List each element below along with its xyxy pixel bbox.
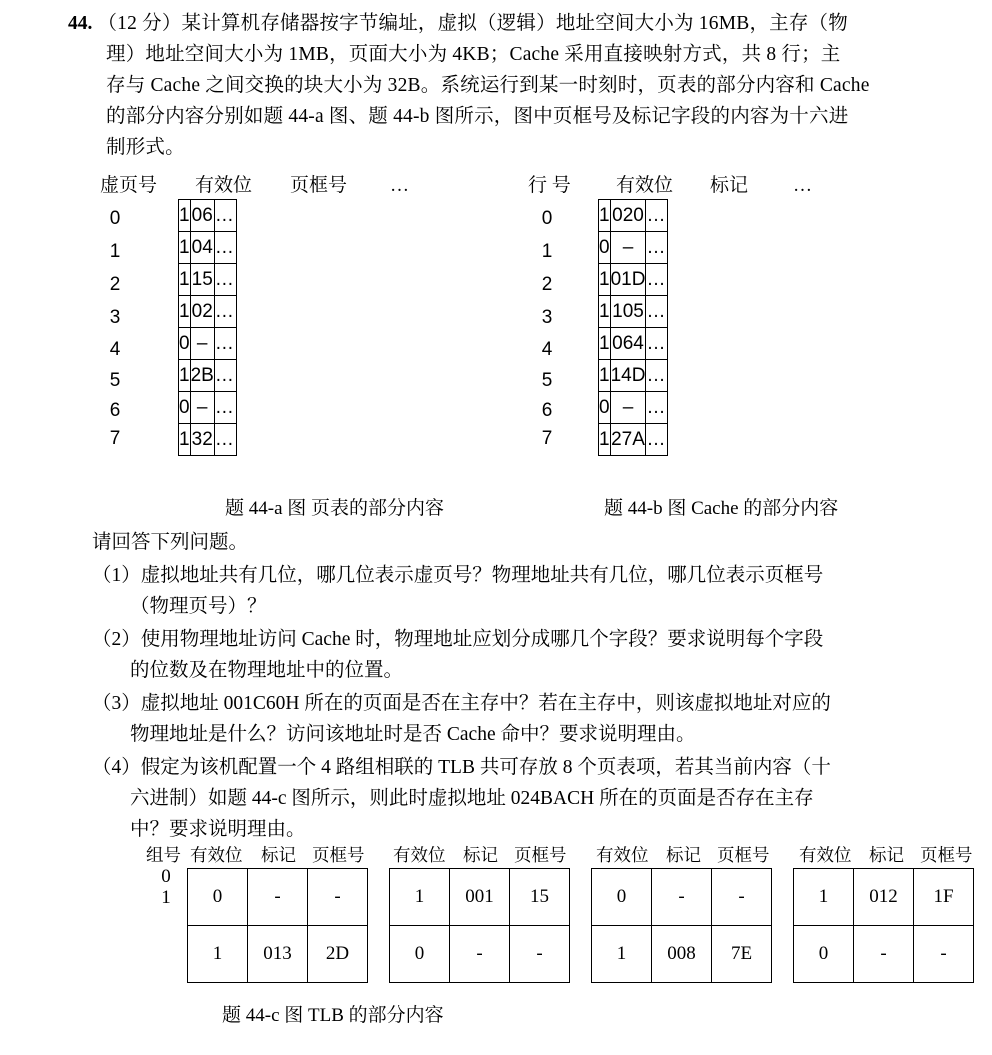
table-row bbox=[188, 926, 974, 983]
cache-table-row-label-1: 1 bbox=[541, 241, 553, 262]
cache-table-row-label-2: 2 bbox=[541, 274, 553, 295]
tlb-header-valid-2: 有效位 bbox=[596, 845, 649, 865]
tlb-r0-frame-2: - bbox=[712, 869, 772, 926]
table-row bbox=[179, 392, 237, 424]
cache-tag-2: 01D bbox=[610, 264, 646, 296]
question-1-line-2: （物理页号）？ bbox=[130, 596, 267, 617]
page-table-header-ellipsis: … bbox=[390, 175, 409, 196]
page-table-more-6: … bbox=[214, 392, 236, 424]
page-table-caption: 题 44-a 图 页表的部分内容 bbox=[225, 498, 445, 519]
tlb-group-gap bbox=[772, 926, 794, 983]
table-row bbox=[179, 328, 237, 360]
page-table-row-label-1: 1 bbox=[109, 241, 121, 262]
cache-tag-3: 105 bbox=[610, 296, 646, 328]
table-row bbox=[188, 869, 974, 926]
cache-table-row-label-5: 5 bbox=[541, 370, 553, 391]
page-table-frame-0: 06 bbox=[190, 200, 214, 232]
cache-table-row-label-0: 0 bbox=[541, 208, 553, 229]
page-table-frame-4: – bbox=[190, 328, 214, 360]
question-item-2 bbox=[92, 624, 972, 686]
tlb-r1-tag-1: - bbox=[450, 926, 510, 983]
problem-line-2: 理）地址空间大小为 1MB，页面大小为 4KB；Cache 采用直接映射方式，共 8 行；主 bbox=[106, 44, 841, 65]
question-4-line-1: （4）假定为该机配置一个 4 路组相联的 TLB 共可存放 8 个页表项，若其当前内容（十 bbox=[92, 757, 831, 778]
table-row bbox=[599, 296, 668, 328]
tlb-header-frame-3: 页框号 bbox=[920, 845, 973, 865]
cache-valid-6: 0 bbox=[599, 392, 611, 424]
tlb-r1-tag-0: 013 bbox=[248, 926, 308, 983]
tlb-group-gap bbox=[368, 869, 390, 926]
cache-more-1: … bbox=[646, 232, 668, 264]
tlb-r1-valid-0: 1 bbox=[188, 926, 248, 983]
tlb-header-frame-2: 页框号 bbox=[717, 845, 770, 865]
tlb-r1-valid-3: 0 bbox=[794, 926, 854, 983]
tlb-header-frame-0: 页框号 bbox=[312, 845, 365, 865]
cache-tag-7: 27A bbox=[610, 424, 646, 456]
cache-valid-3: 1 bbox=[599, 296, 611, 328]
problem-line-3: 存与 Cache 之间交换的块大小为 32B。系统运行到某一时刻时，页表的部分内容和 Cache bbox=[106, 75, 870, 96]
page-table-frame-7: 32 bbox=[190, 424, 214, 456]
table-row bbox=[599, 264, 668, 296]
tlb-set-label-1: 1 bbox=[161, 887, 171, 908]
table-row bbox=[179, 296, 237, 328]
cache-table-header-ellipsis: … bbox=[793, 175, 812, 196]
problem-statement bbox=[68, 8, 948, 163]
tlb-r1-tag-3: - bbox=[854, 926, 914, 983]
page-table-more-2: … bbox=[214, 264, 236, 296]
cache-table-caption: 题 44-b 图 Cache 的部分内容 bbox=[604, 498, 839, 519]
cache-more-7: … bbox=[646, 424, 668, 456]
cache-table-row-label-3: 3 bbox=[541, 307, 553, 328]
tlb-header-set: 组号 bbox=[146, 845, 181, 865]
page-table-valid-2: 1 bbox=[179, 264, 191, 296]
tlb-r0-tag-1: 001 bbox=[450, 869, 510, 926]
cache-valid-7: 1 bbox=[599, 424, 611, 456]
cache-valid-4: 1 bbox=[599, 328, 611, 360]
problem-line-5: 制形式。 bbox=[106, 137, 185, 158]
tlb-r0-valid-1: 1 bbox=[390, 869, 450, 926]
tlb-header-tag-1: 标记 bbox=[463, 845, 498, 865]
cache-more-4: … bbox=[646, 328, 668, 360]
tlb-r0-valid-2: 0 bbox=[592, 869, 652, 926]
cache-tag-1: – bbox=[610, 232, 646, 264]
table-row bbox=[599, 328, 668, 360]
page-table-header-valid: 有效位 bbox=[195, 175, 253, 196]
tlb-set-label-0: 0 bbox=[161, 866, 171, 887]
page-table-grid bbox=[178, 199, 237, 456]
page-table-valid-3: 1 bbox=[179, 296, 191, 328]
cache-more-0: … bbox=[646, 200, 668, 232]
page-table-row-label-2: 2 bbox=[109, 274, 121, 295]
cache-valid-5: 1 bbox=[599, 360, 611, 392]
questions-lead: 请回答下列问题。 bbox=[92, 532, 249, 553]
page-table-valid-5: 1 bbox=[179, 360, 191, 392]
page-table-row-label-6: 6 bbox=[109, 400, 121, 421]
cache-table-row-labels bbox=[530, 198, 564, 466]
question-3-line-2: 物理地址是什么？访问该地址时是否 Cache 命中？要求说明理由。 bbox=[130, 724, 696, 745]
page-table-valid-1: 1 bbox=[179, 232, 191, 264]
tlb-header-tag-3: 标记 bbox=[869, 845, 904, 865]
page-table-row-label-0: 0 bbox=[109, 208, 121, 229]
table-row bbox=[599, 232, 668, 264]
page-table-frame-6: – bbox=[190, 392, 214, 424]
question-item-4 bbox=[92, 752, 972, 845]
page-table-valid-7: 1 bbox=[179, 424, 191, 456]
cache-valid-0: 1 bbox=[599, 200, 611, 232]
tlb-r1-frame-1: - bbox=[510, 926, 570, 983]
tlb-r1-valid-2: 1 bbox=[592, 926, 652, 983]
cache-table-row-label-6: 6 bbox=[541, 400, 553, 421]
cache-table-row-label-4: 4 bbox=[541, 339, 553, 360]
page-table-valid-4: 0 bbox=[179, 328, 191, 360]
table-row bbox=[599, 360, 668, 392]
tlb-group-gap bbox=[368, 926, 390, 983]
problem-number: 44. bbox=[68, 13, 93, 34]
tlb-set-labels bbox=[150, 866, 182, 908]
problem-line-4: 的部分内容分别如题 44-a 图、题 44-b 图所示，图中页框号及标记字段的内容为十六进 bbox=[106, 106, 849, 127]
tlb-table-caption: 题 44-c 图 TLB 的部分内容 bbox=[222, 1005, 444, 1026]
cache-table-row-label-7: 7 bbox=[541, 428, 553, 449]
cache-tag-5: 14D bbox=[610, 360, 646, 392]
table-row bbox=[179, 360, 237, 392]
table-row bbox=[599, 392, 668, 424]
cache-more-5: … bbox=[646, 360, 668, 392]
cache-table-header-valid: 有效位 bbox=[616, 175, 674, 196]
tlb-r0-valid-0: 0 bbox=[188, 869, 248, 926]
tlb-r1-tag-2: 008 bbox=[652, 926, 712, 983]
tlb-group-gap bbox=[772, 869, 794, 926]
page-table-frame-2: 15 bbox=[190, 264, 214, 296]
page-table-row-labels bbox=[98, 198, 132, 466]
question-2-line-1: （2）使用物理地址访问 Cache 时，物理地址应划分成哪几个字段？要求说明每个字段 bbox=[92, 629, 824, 650]
question-1-line-1: （1）虚拟地址共有几位，哪几位表示虚页号？物理地址共有几位，哪几位表示页框号 bbox=[92, 565, 824, 586]
cache-table-grid bbox=[598, 199, 668, 456]
table-row bbox=[179, 424, 237, 456]
questions-list bbox=[92, 527, 972, 845]
question-2-line-2: 的位数及在物理地址中的位置。 bbox=[130, 660, 404, 681]
question-3-line-1: （3）虚拟地址 001C60H 所在的页面是否在主存中？若在主存中，则该虚拟地址对应的 bbox=[92, 693, 831, 714]
tlb-header-valid-0: 有效位 bbox=[190, 845, 243, 865]
problem-line-text: （12 分）某计算机存储器按字节编址，虚拟（逻辑）地址空间大小为 16MB，主存（物 bbox=[97, 13, 848, 34]
page-table-row-label-7: 7 bbox=[109, 428, 121, 449]
cache-more-2: … bbox=[646, 264, 668, 296]
tlb-r0-frame-3: 1F bbox=[914, 869, 974, 926]
cache-table-header-line: 行 号 bbox=[528, 175, 571, 196]
tlb-r0-tag-0: - bbox=[248, 869, 308, 926]
question-item-1 bbox=[92, 560, 972, 622]
tlb-grid bbox=[187, 868, 974, 983]
page-table-more-0: … bbox=[214, 200, 236, 232]
tlb-group-gap bbox=[570, 869, 592, 926]
page-table-frame-5: 2B bbox=[190, 360, 214, 392]
question-4-line-2: 六进制）如题 44-c 图所示，则此时虚拟地址 024BACH 所在的页面是否存在主存 bbox=[130, 788, 814, 809]
tlb-header-valid-1: 有效位 bbox=[393, 845, 446, 865]
page-table-row-label-3: 3 bbox=[109, 307, 121, 328]
cache-more-3: … bbox=[646, 296, 668, 328]
tlb-r0-tag-3: 012 bbox=[854, 869, 914, 926]
tlb-r0-frame-1: 15 bbox=[510, 869, 570, 926]
page-table-header-vpn: 虚页号 bbox=[100, 175, 158, 196]
tlb-headers bbox=[0, 842, 992, 868]
page-table-header-ppn: 页框号 bbox=[290, 175, 348, 196]
tlb-r1-frame-2: 7E bbox=[712, 926, 772, 983]
page-table-row-label-5: 5 bbox=[109, 370, 121, 391]
tlb-r0-tag-2: - bbox=[652, 869, 712, 926]
cache-table-header-tag: 标记 bbox=[710, 175, 749, 196]
page-table-valid-6: 0 bbox=[179, 392, 191, 424]
tlb-r1-frame-0: 2D bbox=[308, 926, 368, 983]
cache-valid-2: 1 bbox=[599, 264, 611, 296]
cache-tag-4: 064 bbox=[610, 328, 646, 360]
page-table-more-7: … bbox=[214, 424, 236, 456]
figure-tlb-table bbox=[0, 842, 992, 964]
page-table-more-3: … bbox=[214, 296, 236, 328]
table-row bbox=[179, 232, 237, 264]
question-4-line-3: 中？要求说明理由。 bbox=[130, 819, 306, 840]
table-row bbox=[599, 424, 668, 456]
page-table-more-4: … bbox=[214, 328, 236, 360]
table-row bbox=[179, 264, 237, 296]
tlb-r1-valid-1: 0 bbox=[390, 926, 450, 983]
cache-valid-1: 0 bbox=[599, 232, 611, 264]
table-row bbox=[179, 200, 237, 232]
cache-tag-0: 020 bbox=[610, 200, 646, 232]
tlb-group-gap bbox=[570, 926, 592, 983]
page-table-more-5: … bbox=[214, 360, 236, 392]
tlb-header-tag-2: 标记 bbox=[666, 845, 701, 865]
page-table-valid-0: 1 bbox=[179, 200, 191, 232]
page-table-row-label-4: 4 bbox=[109, 339, 121, 360]
table-row bbox=[599, 200, 668, 232]
tlb-header-frame-1: 页框号 bbox=[514, 845, 567, 865]
cache-more-6: … bbox=[646, 392, 668, 424]
page-table-frame-1: 04 bbox=[190, 232, 214, 264]
question-item-3 bbox=[92, 688, 972, 750]
tlb-r1-frame-3: - bbox=[914, 926, 974, 983]
tlb-header-valid-3: 有效位 bbox=[799, 845, 852, 865]
cache-tag-6: – bbox=[610, 392, 646, 424]
tlb-r0-valid-3: 1 bbox=[794, 869, 854, 926]
page-table-more-1: … bbox=[214, 232, 236, 264]
tlb-header-tag-0: 标记 bbox=[261, 845, 296, 865]
page-table-frame-3: 02 bbox=[190, 296, 214, 328]
tlb-r0-frame-0: - bbox=[308, 869, 368, 926]
problem-line-1 bbox=[68, 8, 948, 39]
